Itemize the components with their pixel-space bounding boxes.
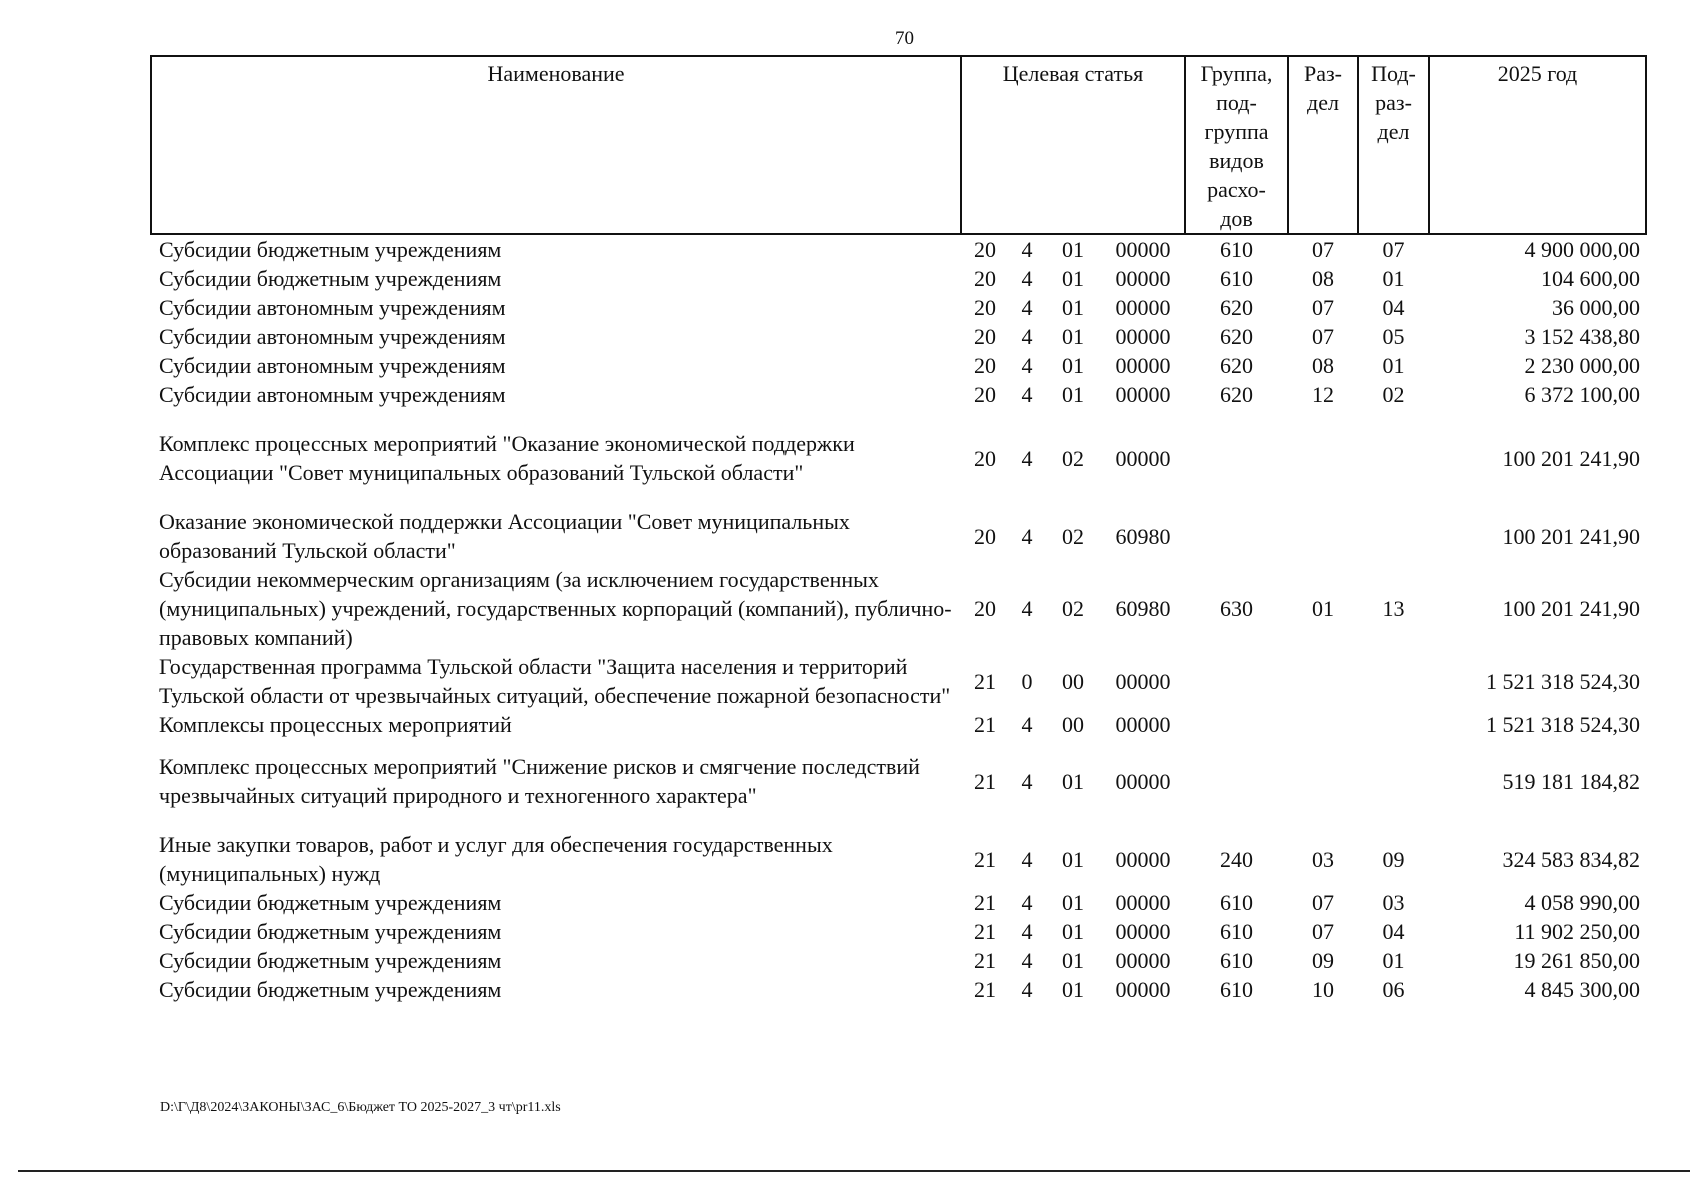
row-target-d: 00000 xyxy=(1115,919,1171,944)
header-section xyxy=(1288,56,1358,234)
row-target-c: 01 xyxy=(1062,382,1084,407)
row-sum: 6 372 100,00 xyxy=(1524,382,1640,407)
row-section xyxy=(1288,752,1358,830)
table-row xyxy=(151,351,1646,380)
row-section: 07 xyxy=(1312,295,1334,320)
row-target-c: 01 xyxy=(1062,237,1084,262)
row-target-c: 01 xyxy=(1062,919,1084,944)
row-target-a: 21 xyxy=(974,712,996,737)
row-subsection: 06 xyxy=(1382,977,1405,1002)
row-group xyxy=(1185,429,1288,507)
row-target-b: 4 xyxy=(1021,523,1033,549)
row-target-a: 21 xyxy=(974,977,996,1002)
row-target-b: 4 xyxy=(1021,324,1033,349)
row-target-d: 00000 xyxy=(1115,977,1171,1002)
row-target-d: 00000 xyxy=(1115,295,1171,320)
row-target-b: 4 xyxy=(1021,596,1033,621)
row-subsection xyxy=(1358,652,1429,710)
row-section: 08 xyxy=(1312,353,1334,378)
row-section: 10 xyxy=(1312,977,1334,1002)
row-target-d: 00000 xyxy=(1115,266,1171,291)
row-target-a: 21 xyxy=(974,668,996,694)
row-target-c: 02 xyxy=(1062,523,1084,549)
row-target-b: 4 xyxy=(1021,846,1033,872)
row-group: 610 xyxy=(1220,977,1253,1002)
row-subsection xyxy=(1358,710,1429,752)
row-subsection xyxy=(1358,507,1429,565)
row-target-b: 4 xyxy=(1021,712,1033,737)
row-subsection xyxy=(1358,752,1429,830)
row-sum: 4 900 000,00 xyxy=(1524,237,1640,262)
row-target-a: 20 xyxy=(974,596,996,621)
row-target-c: 01 xyxy=(1062,295,1084,320)
header-subsection-line: раз- xyxy=(1375,90,1412,115)
row-subsection: 05 xyxy=(1382,324,1405,349)
row-name: Государственная программа Тульской области "Защита населения и территорий Тульской области от чрезвычайных ситуаций, обеспечение пожарной безопасности" xyxy=(159,654,951,708)
header-subsection xyxy=(1358,56,1429,234)
row-sum: 2 230 000,00 xyxy=(1524,353,1640,378)
row-target-d: 00000 xyxy=(1115,668,1171,694)
header-group-line: дов xyxy=(1220,206,1253,231)
row-target-c: 00 xyxy=(1062,668,1084,694)
row-target-c: 01 xyxy=(1062,890,1084,915)
row-target-d: 00000 xyxy=(1115,846,1171,872)
table-row xyxy=(151,652,1646,710)
table-row xyxy=(151,565,1646,652)
row-subsection: 09 xyxy=(1382,846,1405,872)
row-target-b: 4 xyxy=(1021,948,1033,973)
row-target-b: 4 xyxy=(1021,977,1033,1002)
row-section: 01 xyxy=(1312,596,1334,621)
row-section: 08 xyxy=(1312,266,1334,291)
row-target-a: 20 xyxy=(974,382,996,407)
row-target-d: 00000 xyxy=(1115,948,1171,973)
header-group-line: под- xyxy=(1216,90,1257,115)
row-name: Иные закупки товаров, работ и услуг для обеспечения государственных (муниципальных) нужд xyxy=(159,832,833,886)
row-target-b: 4 xyxy=(1021,445,1033,471)
table-row xyxy=(151,917,1646,946)
header-year: 2025 год xyxy=(1429,56,1646,234)
row-section: 03 xyxy=(1312,846,1334,872)
row-group: 620 xyxy=(1220,324,1253,349)
header-section-line: дел xyxy=(1307,90,1339,115)
row-section xyxy=(1288,429,1358,507)
table-row xyxy=(151,293,1646,322)
row-target-a: 21 xyxy=(974,948,996,973)
row-section xyxy=(1288,710,1358,752)
table-row xyxy=(151,322,1646,351)
row-name: Субсидии некоммерческим организациям (за исключением государственных (муниципальных) учреждений, государственных корпораций (компаний), публично-правовых компаний) xyxy=(159,567,952,650)
row-group: 610 xyxy=(1220,890,1253,915)
row-section: 09 xyxy=(1312,948,1334,973)
row-group: 620 xyxy=(1220,353,1253,378)
header-section-line: Раз- xyxy=(1303,61,1343,86)
row-target-a: 20 xyxy=(974,353,996,378)
row-target-b: 4 xyxy=(1021,919,1033,944)
row-target-d: 00000 xyxy=(1115,324,1171,349)
table-row xyxy=(151,830,1646,888)
page-number: 70 xyxy=(895,28,914,49)
row-name: Субсидии бюджетным учреждениям xyxy=(159,919,502,944)
row-target-c: 01 xyxy=(1062,846,1084,872)
row-target-a: 20 xyxy=(974,237,996,262)
row-sum: 1 521 318 524,30 xyxy=(1486,712,1640,737)
row-target-b: 0 xyxy=(1021,668,1033,694)
row-name: Комплексы процессных мероприятий xyxy=(159,712,512,737)
row-subsection: 01 xyxy=(1382,948,1405,973)
header-group-line: расхо- xyxy=(1207,177,1266,202)
row-target-b: 4 xyxy=(1021,890,1033,915)
row-sum: 36 000,00 xyxy=(1552,295,1640,320)
table-row xyxy=(151,710,1646,752)
row-section xyxy=(1288,507,1358,565)
row-target-c: 02 xyxy=(1062,445,1084,471)
row-target-c: 01 xyxy=(1062,948,1084,973)
row-subsection: 04 xyxy=(1382,295,1405,320)
table-row xyxy=(151,380,1646,429)
header-subsection-line: Под- xyxy=(1371,61,1416,86)
row-sum: 3 152 438,80 xyxy=(1524,324,1640,349)
row-group: 620 xyxy=(1220,382,1253,407)
row-sum: 1 521 318 524,30 xyxy=(1486,668,1640,694)
row-target-a: 20 xyxy=(974,324,996,349)
row-section: 07 xyxy=(1312,890,1334,915)
row-subsection xyxy=(1358,429,1429,507)
header-group xyxy=(1185,56,1288,234)
row-sum: 11 902 250,00 xyxy=(1514,919,1640,944)
row-sum: 100 201 241,90 xyxy=(1502,596,1640,621)
row-name: Субсидии автономным учреждениям xyxy=(159,295,506,320)
row-sum: 519 181 184,82 xyxy=(1502,768,1640,794)
row-subsection: 01 xyxy=(1382,353,1405,378)
header-target-article: Целевая статья xyxy=(961,56,1185,234)
row-sum: 4 845 300,00 xyxy=(1524,977,1640,1002)
bottom-rule xyxy=(18,1170,1690,1172)
row-group: 620 xyxy=(1220,295,1253,320)
row-target-a: 21 xyxy=(974,768,996,794)
row-target-a: 20 xyxy=(974,523,996,549)
row-subsection: 01 xyxy=(1382,266,1405,291)
row-sum: 100 201 241,90 xyxy=(1502,445,1640,471)
row-name: Комплекс процессных мероприятий "Оказание экономической поддержки Ассоциации "Совет муниципальных образований Тульской области" xyxy=(159,431,855,485)
row-group: 630 xyxy=(1220,596,1253,621)
table-row xyxy=(151,429,1646,507)
row-target-d: 00000 xyxy=(1115,382,1171,407)
row-group: 610 xyxy=(1220,948,1253,973)
row-section: 07 xyxy=(1312,324,1334,349)
row-name: Субсидии автономным учреждениям xyxy=(159,353,506,378)
row-target-d: 00000 xyxy=(1115,237,1171,262)
table-header-row xyxy=(151,56,1646,234)
row-target-d: 60980 xyxy=(1115,596,1171,621)
row-target-a: 21 xyxy=(974,846,996,872)
row-section: 07 xyxy=(1312,237,1334,262)
table-row xyxy=(151,975,1646,1004)
row-target-c: 01 xyxy=(1062,977,1084,1002)
row-group xyxy=(1185,752,1288,830)
row-target-d: 00000 xyxy=(1115,712,1171,737)
row-name: Субсидии автономным учреждениям xyxy=(159,324,506,349)
row-target-c: 02 xyxy=(1062,596,1084,621)
row-subsection: 04 xyxy=(1382,919,1405,944)
row-target-d: 00000 xyxy=(1115,768,1171,794)
row-target-d: 00000 xyxy=(1115,445,1171,471)
row-name: Комплекс процессных мероприятий "Снижение рисков и смягчение последствий чрезвычайных ситуаций природного и техногенного характера" xyxy=(159,754,920,808)
row-name: Субсидии бюджетным учреждениям xyxy=(159,237,502,262)
row-name: Субсидии бюджетным учреждениям xyxy=(159,266,502,291)
row-group: 610 xyxy=(1220,919,1253,944)
row-target-c: 01 xyxy=(1062,266,1084,291)
row-group xyxy=(1185,507,1288,565)
table-row xyxy=(151,234,1646,264)
row-sum: 104 600,00 xyxy=(1541,266,1640,291)
row-sum: 100 201 241,90 xyxy=(1502,523,1640,549)
row-target-b: 4 xyxy=(1021,266,1033,291)
budget-table xyxy=(150,55,1647,1004)
row-section: 12 xyxy=(1312,382,1334,407)
header-group-line: видов xyxy=(1209,148,1264,173)
row-target-a: 21 xyxy=(974,919,996,944)
row-target-c: 01 xyxy=(1062,324,1084,349)
table-row xyxy=(151,507,1646,565)
row-group xyxy=(1185,652,1288,710)
row-sum: 324 583 834,82 xyxy=(1502,846,1640,872)
row-subsection: 03 xyxy=(1382,890,1405,915)
header-group-line: группа xyxy=(1204,119,1269,144)
row-name: Субсидии автономным учреждениям xyxy=(159,382,506,407)
row-target-b: 4 xyxy=(1021,382,1033,407)
row-target-c: 00 xyxy=(1062,712,1084,737)
row-target-a: 20 xyxy=(974,266,996,291)
row-group: 240 xyxy=(1220,846,1253,872)
header-name: Наименование xyxy=(151,56,961,234)
row-target-b: 4 xyxy=(1021,295,1033,320)
row-target-a: 20 xyxy=(974,445,996,471)
row-target-b: 4 xyxy=(1021,353,1033,378)
file-path-footer: D:\Г\Д8\2024\ЗАКОНЫ\ЗАС_6\Бюджет ТО 2025-2027_3 чт\pr11.xls xyxy=(160,1100,561,1115)
row-sum: 4 058 990,00 xyxy=(1524,890,1640,915)
row-sum: 19 261 850,00 xyxy=(1513,948,1640,973)
table-row xyxy=(151,752,1646,830)
row-subsection: 02 xyxy=(1382,382,1405,407)
row-subsection: 07 xyxy=(1382,237,1405,262)
row-name: Субсидии бюджетным учреждениям xyxy=(159,977,502,1002)
row-section: 07 xyxy=(1312,919,1334,944)
row-target-c: 01 xyxy=(1062,768,1084,794)
row-name: Субсидии бюджетным учреждениям xyxy=(159,948,502,973)
row-name: Оказание экономической поддержки Ассоциации "Совет муниципальных образований Тульской области" xyxy=(159,509,850,563)
row-target-b: 4 xyxy=(1021,768,1033,794)
row-target-d: 00000 xyxy=(1115,890,1171,915)
row-group: 610 xyxy=(1220,237,1253,262)
row-target-d: 60980 xyxy=(1115,523,1171,549)
row-section xyxy=(1288,652,1358,710)
row-group: 610 xyxy=(1220,266,1253,291)
row-target-c: 01 xyxy=(1062,353,1084,378)
table-row xyxy=(151,946,1646,975)
row-target-a: 20 xyxy=(974,295,996,320)
header-subsection-line: дел xyxy=(1377,119,1410,144)
row-target-b: 4 xyxy=(1021,237,1033,262)
row-name: Субсидии бюджетным учреждениям xyxy=(159,890,502,915)
row-subsection: 13 xyxy=(1382,596,1405,621)
row-group xyxy=(1185,710,1288,752)
table-row xyxy=(151,888,1646,917)
header-group-line: Группа, xyxy=(1200,61,1273,86)
row-target-d: 00000 xyxy=(1115,353,1171,378)
row-target-a: 21 xyxy=(974,890,996,915)
table-row xyxy=(151,264,1646,293)
